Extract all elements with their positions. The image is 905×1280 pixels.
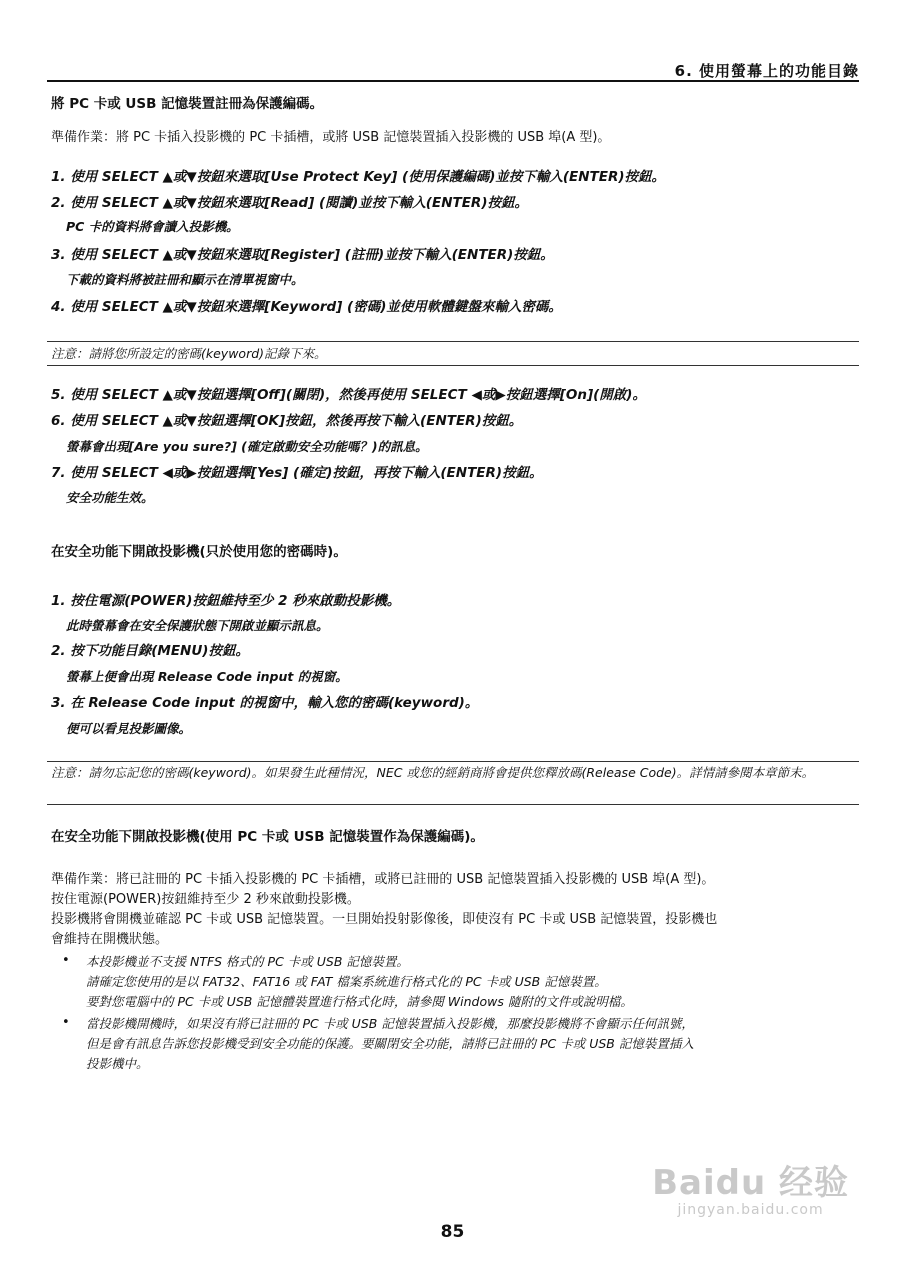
page-number: 85	[440, 1222, 465, 1242]
section2-step-2: 2. 按下功能目錄(MENU)按鈕。	[51, 643, 249, 659]
step-5: 5. 使用 SELECT ▲或▼按鈕選擇[Off](關閉)，然後再使用 SELECT ◀或▶按鈕選擇[On](開啟)。	[51, 387, 646, 403]
baidu-watermark	[652, 1155, 849, 1218]
bullet-2-line-3: 投影機中。	[86, 1056, 149, 1071]
step-6-result: 螢幕會出現[Are you sure?] (確定啟動安全功能嗎？)的訊息。	[66, 439, 428, 454]
step-4: 4. 使用 SELECT ▲或▼按鈕來選擇[Keyword] (密碼)並使用軟體鍵盤來輸入密碼。	[51, 299, 562, 315]
note1-rule-bottom	[47, 365, 859, 366]
bullet-2-line-2: 但是會有訊息告訴您投影機受到安全功能的保護。要關閉安全功能，請將已註冊的 PC 卡或 USB 記憶裝置插入	[86, 1036, 694, 1051]
section2-step-1: 1. 按住電源(POWER)按鈕維持至少 2 秒來啟動投影機。	[51, 593, 401, 609]
bullet-dot: •	[62, 953, 70, 968]
watermark-url: jingyan.baidu.com	[677, 1202, 824, 1218]
watermark-brand: Baidu 经验	[652, 1163, 849, 1203]
note2-rule-bottom	[47, 804, 859, 805]
step-2: 2. 使用 SELECT ▲或▼按鈕來選取[Read] (閱讀)並按下輸入(ENTER)按鈕。	[51, 195, 528, 211]
section1-prep: 準備作業：將 PC 卡插入投影機的 PC 卡插槽，或將 USB 記憶裝置插入投影機的 USB 埠(A 型)。	[51, 130, 611, 145]
bullet-1-line-2: 請確定您使用的是以 FAT32、FAT16 或 FAT 檔案系統進行格式化的 PC 卡或 USB 記憶裝置。	[86, 974, 607, 989]
section2-step-3-result: 便可以看見投影圖像。	[66, 721, 192, 736]
step-3-result: 下載的資料將被註冊和顯示在清單視窗中。	[66, 272, 304, 287]
note-release-code: 注意：請勿忘記您的密碼(keyword)。如果發生此種情況，NEC 或您的經銷商將會提供您釋放碼(Release Code)。詳情請參閱本章節末。	[51, 765, 815, 780]
note-keyword: 注意：請將您所設定的密碼(keyword)記錄下來。	[51, 346, 327, 361]
section2-step-1-result: 此時螢幕會在安全保護狀態下開啟並顯示訊息。	[66, 618, 329, 633]
note2-rule-top	[47, 761, 859, 762]
section1-title: 將 PC 卡或 USB 記憶裝置註冊為保護編碼。	[51, 96, 324, 112]
section3-title: 在安全功能下開啟投影機(使用 PC 卡或 USB 記憶裝置作為保護編碼)。	[51, 829, 484, 845]
bullet-2-line-1: 當投影機開機時，如果沒有將已註冊的 PC 卡或 USB 記憶裝置插入投影機，那麼投影機將不會顯示任何訊號，	[86, 1016, 694, 1031]
section3-info-line-1: 投影機將會開機並確認 PC 卡或 USB 記憶裝置。一旦開始投射影像後，即使沒有 PC 卡或 USB 記憶裝置，投影機也	[51, 912, 718, 927]
bullet-1-line-3: 要對您電腦中的 PC 卡或 USB 記憶體裝置進行格式化時，請參閱 Windows 隨附的文件或說明檔。	[86, 994, 633, 1009]
header-rule	[47, 80, 859, 82]
bullet-1-line-1: 本投影機並不支援 NTFS 格式的 PC 卡或 USB 記憶裝置。	[86, 954, 409, 969]
step-7: 7. 使用 SELECT ◀或▶按鈕選擇[Yes] (確定)按鈕，再按下輸入(ENTER)按鈕。	[51, 465, 543, 481]
step-7-result: 安全功能生效。	[66, 490, 154, 505]
section3-info-line-2: 會維持在開機狀態。	[51, 932, 169, 947]
section2-title: 在安全功能下開啟投影機(只於使用您的密碼時)。	[51, 544, 347, 560]
section3-power-instruction: 按住電源(POWER)按鈕維持至少 2 秒來啟動投影機。	[51, 892, 360, 907]
section3-prep: 準備作業：將已註冊的 PC 卡插入投影機的 PC 卡插槽，或將已註冊的 USB 記憶裝置插入投影機的 USB 埠(A 型)。	[51, 872, 715, 887]
chapter-header-title: 6. 使用螢幕上的功能目錄	[674, 62, 859, 80]
note1-rule-top	[47, 341, 859, 342]
step-1: 1. 使用 SELECT ▲或▼按鈕來選取[Use Protect Key] (使用保護編碼)並按下輸入(ENTER)按鈕。	[51, 169, 666, 185]
step-3: 3. 使用 SELECT ▲或▼按鈕來選取[Register] (註冊)並按下輸入(ENTER)按鈕。	[51, 247, 554, 263]
step-6: 6. 使用 SELECT ▲或▼按鈕選擇[OK]按鈕，然後再按下輸入(ENTER)按鈕。	[51, 413, 523, 429]
bullet-dot: •	[62, 1015, 70, 1030]
section2-step-3: 3. 在 Release Code input 的視窗中，輸入您的密碼(keyword)。	[51, 695, 479, 711]
step-2-result: PC 卡的資料將會讀入投影機。	[66, 219, 239, 234]
section2-step-2-result: 螢幕上便會出現 Release Code input 的視窗。	[66, 669, 348, 684]
